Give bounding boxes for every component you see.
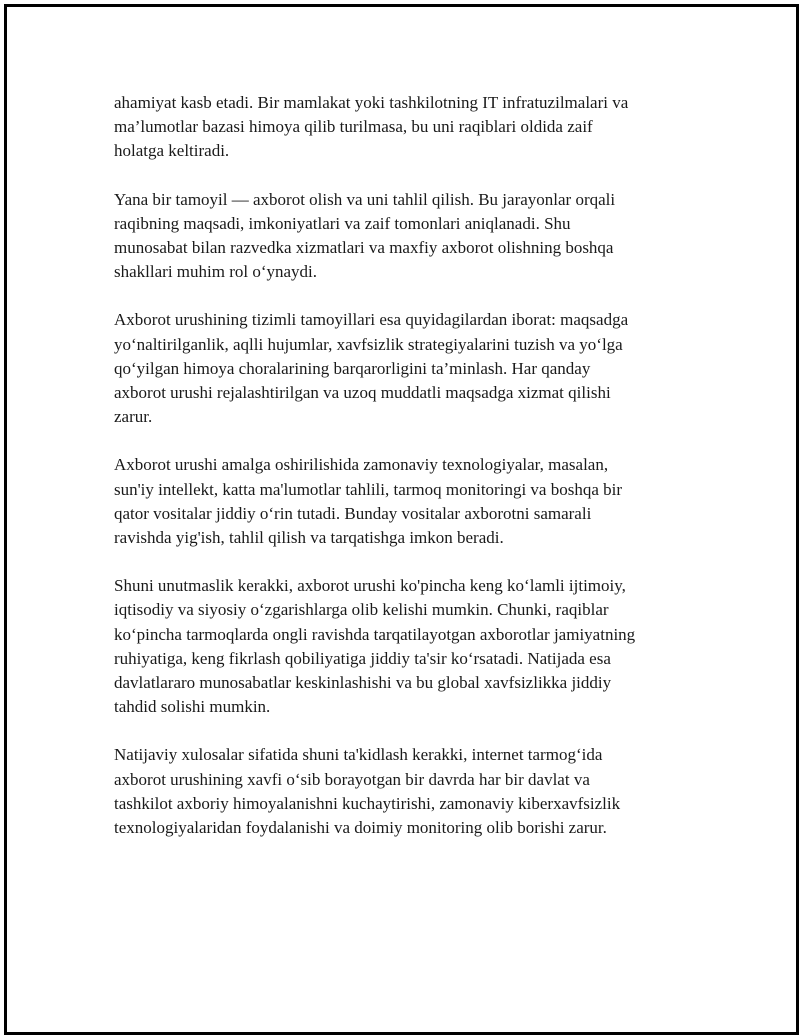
text-line: raqibning maqsadi, imkoniyatlari va zaif tomonlari aniqlanadi. Shu — [114, 213, 571, 233]
text-line: ahamiyat kasb etadi. Bir mamlakat yoki tashkilotning IT infratuzilmalari va — [114, 93, 629, 112]
text-line: davlatlararo munosabatlar keskinlashishi va bu global xavfsizlikka jiddiy — [114, 673, 612, 693]
paragraph-2 — [114, 188, 694, 285]
text-line: iqtisodiy va siyosiy o‘zgarishlarga olib kelishi mumkin. Chunki, raqiblar — [114, 600, 609, 620]
text-line: texnologiyalaridan foydalanishi va doimiy monitoring olib borishi zarur. — [114, 818, 607, 838]
document-body — [114, 91, 694, 864]
text-line: tashkilot axboriy himoyalanishni kuchaytirishi, zamonaviy kiberxavfsizlik — [114, 793, 621, 813]
text-line: ma’lumotlar bazasi himoya qilib turilmasa, bu uni raqiblari oldida zaif — [114, 117, 593, 137]
text-line: Yana bir tamoyil — axborot olish va uni tahlil qilish. Bu jarayonlar orqali — [114, 189, 616, 209]
text-line: Axborot urushining tizimli tamoyillari esa quyidagilardan iborat: maqsadga — [114, 310, 629, 330]
text-line: zarur. — [114, 407, 153, 427]
text-line: ko‘pincha tarmoqlarda ongli ravishda tarqatilayotgan axborotlar jamiyatning — [114, 624, 636, 644]
text-line: Shuni unutmaslik kerakki, axborot urushi ko'pincha keng ko‘lamli ijtimoiy, — [114, 576, 626, 596]
text-line: axborot urushi rejalashtirilgan va uzoq muddatli maqsadga xizmat qilishi — [114, 383, 611, 403]
text-line: holatga keltiradi. — [114, 141, 230, 161]
paragraph-5 — [114, 574, 694, 719]
paragraph-6 — [114, 743, 694, 840]
paragraph-4 — [114, 453, 694, 550]
text-line: tahdid solishi mumkin. — [114, 697, 271, 717]
text-line: Natijaviy xulosalar sifatida shuni ta'kidlash kerakki, internet tarmog‘ida — [114, 745, 603, 765]
paragraph-1 — [114, 91, 694, 164]
text-line: shakllari muhim rol o‘ynaydi. — [114, 262, 318, 282]
text-line: yo‘naltirilganlik, aqlli hujumlar, xavfsizlik strategiyalarini tuzish va yo‘lga — [114, 334, 623, 354]
text-line: qo‘yilgan himoya choralarining barqarorligini ta’minlash. Har qanday — [114, 358, 591, 378]
text-line: ruhiyatiga, keng fikrlash qobiliyatiga jiddiy ta'sir ko‘rsatadi. Natijada esa — [114, 648, 611, 668]
paragraph-3 — [114, 308, 694, 429]
text-line: qator vositalar jiddiy o‘rin tutadi. Bunday vositalar axborotni samarali — [114, 503, 592, 523]
text-line: axborot urushining xavfi o‘sib borayotgan bir davrda har bir davlat va — [114, 769, 590, 789]
text-line: munosabat bilan razvedka xizmatlari va maxfiy axborot olishning boshqa — [114, 238, 614, 258]
text-line: ravishda yig'ish, tahlil qilish va tarqatishga imkon beradi. — [114, 528, 504, 548]
text-line: sun'iy intellekt, katta ma'lumotlar tahlili, tarmoq monitoringi va boshqa bir — [114, 479, 623, 499]
text-line: Axborot urushi amalga oshirilishida zamonaviy texnologiyalar, masalan, — [114, 455, 609, 475]
